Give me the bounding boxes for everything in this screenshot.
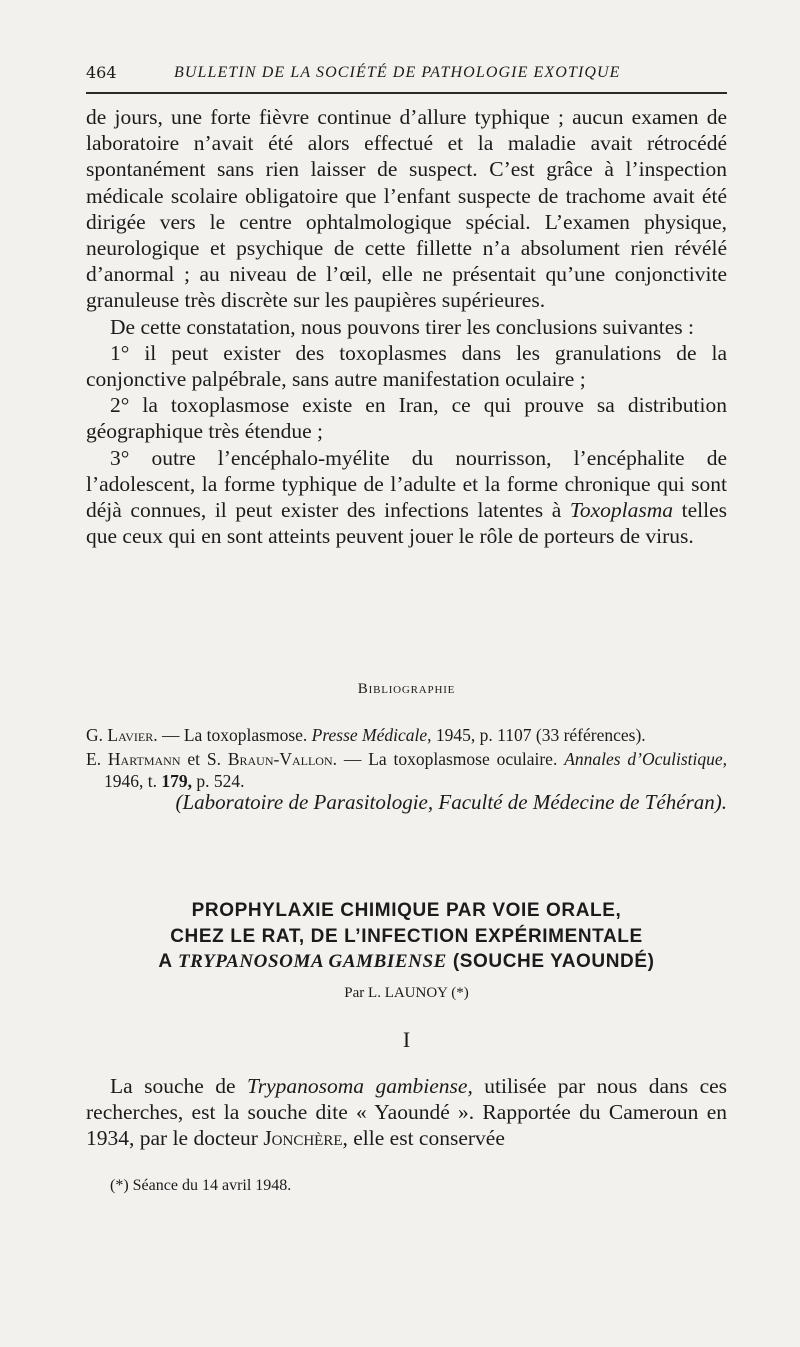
- conclusion-3: [86, 445, 727, 550]
- body-name: Jonchère,: [263, 1126, 348, 1150]
- conclusion-3-text-a: 3° outre l’encéphalo-myélite du nourrisson, l’encéphalite de l’adolescent, la forme typhique de l’adulte et la forme chronique qui sont déjà connues, il peut exister des infections latentes à: [86, 445, 727, 523]
- ref1-details: 1945, p. 1107 (33 références).: [435, 725, 646, 745]
- reference-hartmann: [86, 748, 727, 792]
- article-body-continuation: [86, 104, 727, 549]
- header-rule: [86, 92, 727, 94]
- footnote: (*) Séance du 14 avril 1948.: [110, 1177, 292, 1194]
- ref2-details-b: p. 524.: [196, 771, 245, 791]
- title-species: TRYPANOSOMA GAMBIENSE: [177, 951, 447, 972]
- reference-lavier: [86, 724, 727, 746]
- title-line-2: CHEZ LE RAT, DE L’INFECTION EXPÉRIMENTALE: [170, 925, 643, 947]
- page-number: 464: [86, 63, 117, 82]
- ref2-journal: Annales d’Oculistique,: [564, 749, 728, 769]
- section-number: I: [402, 1027, 411, 1052]
- ref2-details-a: 1946, t.: [104, 771, 157, 791]
- conclusion-1: 1° il peut exister des toxoplasmes dans les granulations de la conjonctive palpébrale, sans autre manifestation oculaire ;: [86, 340, 727, 392]
- article-body: [86, 1073, 727, 1151]
- affiliation: (Laboratoire de Parasitologie, Faculté de Médecine de Téhéran).: [175, 790, 727, 814]
- body-species: Trypanosoma gambiense,: [246, 1074, 473, 1098]
- journal-title: BULLETIN DE LA SOCIÉTÉ DE PATHOLOGIE EXOTIQUE: [174, 64, 621, 81]
- body-text-b: utilisée par nous dans ces recherches, est la souche dite « Yaoundé ». Rapportée du Cameroun en 1934, par le docteur: [86, 1074, 728, 1150]
- article-title: [86, 898, 727, 975]
- genus-toxoplasma: Toxoplasma: [569, 498, 674, 523]
- conclusion-2: 2° la toxoplasmose existe en Iran, ce qui prouve sa distribution géographique très étendue ;: [86, 393, 727, 444]
- title-line-1: PROPHYLAXIE CHIMIQUE PAR VOIE ORALE,: [191, 900, 622, 921]
- ref2-author1: E. Hartmann: [86, 749, 181, 769]
- ref2-title: — La toxoplasmose oculaire.: [343, 749, 558, 769]
- title-prefix: A: [158, 951, 173, 972]
- article-author: Par L. LAUNOY (*): [344, 985, 469, 1001]
- body-text-c: elle est conservée: [353, 1126, 505, 1150]
- conclusion-3-text-b: telles que ceux qui en sont atteints peuvent jouer le rôle de porteurs de virus.: [86, 498, 728, 549]
- bibliography-list: [86, 724, 727, 794]
- bibliography-heading: Bibliographie: [357, 681, 456, 697]
- body-text-a: La souche de: [110, 1074, 236, 1098]
- ref1-journal: Presse Médicale,: [311, 725, 432, 745]
- paragraph-case-description: de jours, une forte fièvre continue d’allure typhique ; aucun examen de laboratoire n’avait été alors effectué et la maladie avait rétrocédé spontanément sans rien laisser de suspect. C’est grâce à l’inspection médicale scolaire obligatoire que l’enfant suspecte de trachome avait été dirigée vers le centre ophtalmologique spécial. L’examen physique, neurologique et psychique de cette fillette n’a absolument rien révélé d’anormal ; au niveau de l’œil, elle ne présentait qu’une conjonctivite granuleuse très discrète sur les paupières supérieures.: [86, 105, 727, 313]
- title-line-3: [86, 949, 727, 975]
- ref2-volume: 179,: [161, 771, 192, 791]
- ref1-title: — La toxoplasmose.: [161, 725, 308, 745]
- ref1-author: G. Lavier.: [86, 725, 158, 745]
- title-strain: (SOUCHE YAOUNDÉ): [452, 951, 655, 972]
- paragraph-conclusions-intro: De cette constatation, nous pouvons tirer les conclusions suivantes :: [110, 314, 694, 339]
- running-header: [86, 63, 727, 87]
- ref2-and: et: [187, 749, 200, 769]
- ref2-author2: S. Braun-Vallon.: [206, 749, 337, 769]
